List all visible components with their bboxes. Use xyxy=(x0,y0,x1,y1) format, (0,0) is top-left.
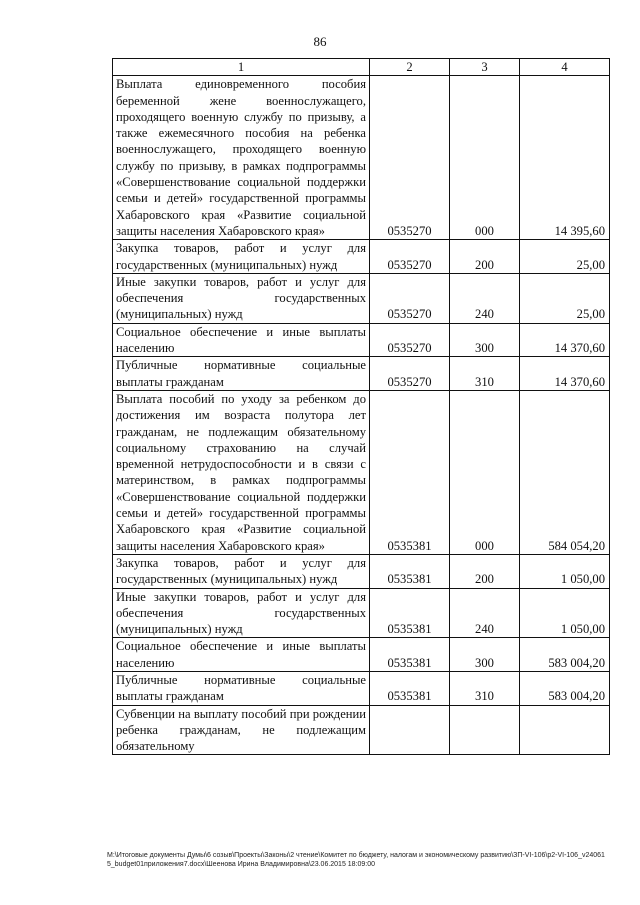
row-description: Выплата пособий по уходу за ребенком до достижения им возраста полутора лет гражданам, не подлежащим обязательному социальному страхованию на случай временной нетрудоспособности и в связи с материнством, в рамках подпрограммы «Совершенствование социальной поддержки семьи и детей» государственной программы Хабаровского края «Развитие социальной защиты населения Хабаровского края» xyxy=(113,390,370,554)
table-row xyxy=(113,323,610,357)
table-row xyxy=(113,240,610,274)
row-description: Публичные нормативные социальные выплаты гражданам xyxy=(113,671,370,705)
row-amount: 583 004,20 xyxy=(520,671,610,705)
row-description: Иные закупки товаров, работ и услуг для обеспечения государственных (муниципальных) нужд xyxy=(113,273,370,323)
row-description: Социальное обеспечение и иные выплаты населению xyxy=(113,638,370,672)
table-row xyxy=(113,671,610,705)
row-target-code: 0535381 xyxy=(370,554,450,588)
table-row xyxy=(113,588,610,638)
row-expense-type: 240 xyxy=(450,273,520,323)
row-target-code: 0535270 xyxy=(370,273,450,323)
row-expense-type xyxy=(450,705,520,755)
row-expense-type: 000 xyxy=(450,390,520,554)
document-file-path-footer: М:\Итоговые документы Думы\6 созыв\Проекты\Законы\2 чтение\Комитет по бюджету, налогам и экономическому развитию\ЗП-VI-106\p2-VI-106_v240615_budget01приложения7.docx\Шеенова Ирина Владимировна\23.06.2015 18:09:00 xyxy=(107,852,605,868)
row-description: Субвенции на выплату пособий при рождении ребенка гражданам, не подлежащим обязательному xyxy=(113,705,370,755)
row-target-code: 0535270 xyxy=(370,240,450,274)
row-target-code: 0535381 xyxy=(370,638,450,672)
row-target-code: 0535270 xyxy=(370,357,450,391)
row-amount: 14 370,60 xyxy=(520,357,610,391)
row-description: Закупка товаров, работ и услуг для государственных (муниципальных) нужд xyxy=(113,554,370,588)
row-target-code xyxy=(370,705,450,755)
row-expense-type: 200 xyxy=(450,554,520,588)
column-header-1: 1 xyxy=(113,59,370,76)
table-row xyxy=(113,76,610,240)
row-description: Публичные нормативные социальные выплаты гражданам xyxy=(113,357,370,391)
table-row xyxy=(113,638,610,672)
row-amount: 584 054,20 xyxy=(520,390,610,554)
table-row xyxy=(113,705,610,755)
row-expense-type: 240 xyxy=(450,588,520,638)
table-row xyxy=(113,273,610,323)
row-description: Социальное обеспечение и иные выплаты населению xyxy=(113,323,370,357)
page-number: 86 xyxy=(313,34,327,49)
row-amount: 14 370,60 xyxy=(520,323,610,357)
row-expense-type: 310 xyxy=(450,671,520,705)
row-amount: 25,00 xyxy=(520,240,610,274)
table-row xyxy=(113,390,610,554)
row-description: Выплата единовременного пособия беременной жене военнослужащего, проходящего военную службу по призыву, а также ежемесячного пособия на ребенка военнослужащего, проходящего военную службу по призыву, в рамках подпрограммы «Совершенствование социальной поддержки семьи и детей» государственной программы Хабаровского края «Развитие социальной защиты населения Хабаровского края» xyxy=(113,76,370,240)
row-target-code: 0535381 xyxy=(370,671,450,705)
row-amount: 25,00 xyxy=(520,273,610,323)
row-expense-type: 200 xyxy=(450,240,520,274)
row-amount: 583 004,20 xyxy=(520,638,610,672)
row-target-code: 0535381 xyxy=(370,588,450,638)
table-row xyxy=(113,554,610,588)
budget-table xyxy=(112,58,610,755)
row-amount xyxy=(520,705,610,755)
row-expense-type: 310 xyxy=(450,357,520,391)
column-header-4: 4 xyxy=(520,59,610,76)
row-amount: 1 050,00 xyxy=(520,588,610,638)
row-expense-type: 300 xyxy=(450,323,520,357)
row-target-code: 0535270 xyxy=(370,323,450,357)
row-expense-type: 000 xyxy=(450,76,520,240)
table-header-row xyxy=(113,59,610,76)
row-target-code: 0535381 xyxy=(370,390,450,554)
row-amount: 14 395,60 xyxy=(520,76,610,240)
column-header-3: 3 xyxy=(450,59,520,76)
row-description: Иные закупки товаров, работ и услуг для обеспечения государственных (муниципальных) нужд xyxy=(113,588,370,638)
row-target-code: 0535270 xyxy=(370,76,450,240)
column-header-2: 2 xyxy=(370,59,450,76)
row-amount: 1 050,00 xyxy=(520,554,610,588)
table-row xyxy=(113,357,610,391)
row-description: Закупка товаров, работ и услуг для государственных (муниципальных) нужд xyxy=(113,240,370,274)
row-expense-type: 300 xyxy=(450,638,520,672)
